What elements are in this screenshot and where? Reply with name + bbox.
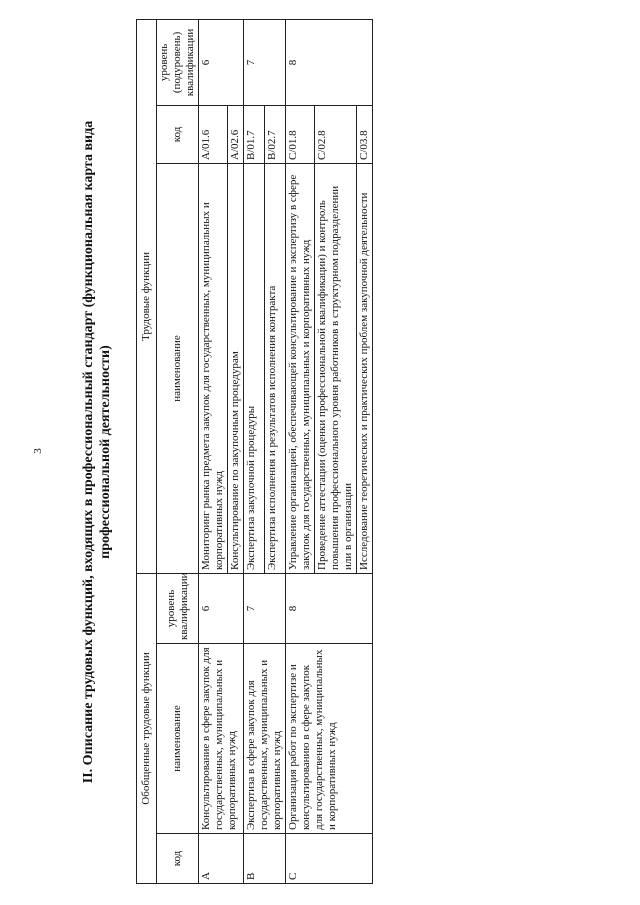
function-code: B/02.7 bbox=[265, 105, 286, 163]
function-code: C/01.8 bbox=[286, 105, 315, 163]
function-name: Мониторинг рынка предмета закупок для государственных, муниципальных и корпоративных нужд bbox=[199, 163, 228, 573]
group-level: 6 bbox=[199, 573, 244, 643]
function-level: 6 bbox=[199, 19, 244, 105]
heading-line-2: профессиональной деятельности) bbox=[98, 345, 113, 559]
function-code: C/02.8 bbox=[315, 105, 357, 163]
group-name: Экспертиза в сфере закупок для государственных, муниципальных и корпоративных нужд bbox=[244, 644, 286, 834]
generalized-functions-header: Обобщенные трудовые функции bbox=[137, 573, 157, 883]
functional-map-table bbox=[136, 19, 373, 884]
col-func-code-header: код bbox=[157, 105, 199, 163]
col-func-name-header: наименование bbox=[157, 163, 199, 573]
group-code: C bbox=[286, 834, 373, 884]
col-level-header: уровень квалификации bbox=[157, 573, 199, 643]
function-name: Экспертиза закупочной процедуры bbox=[244, 163, 265, 573]
group-code: A bbox=[199, 834, 244, 884]
function-name: Управление организацией, обеспечивающей консультирование и экспертизу в сфере закупок для государственных, муниципальных и корпоративных нужд bbox=[286, 163, 315, 573]
page-number: 3 bbox=[32, 448, 44, 454]
function-name: Исследование теоретических и практических проблем закупочной деятельности bbox=[357, 163, 373, 573]
group-code: B bbox=[244, 834, 286, 884]
rotated-page-content bbox=[40, 22, 600, 882]
table-row bbox=[244, 19, 265, 883]
group-name: Консультирование в сфере закупок для государственных, муниципальных и корпоративных нужд bbox=[199, 644, 244, 834]
table-row bbox=[199, 19, 228, 883]
section-heading bbox=[80, 22, 114, 882]
function-level: 7 bbox=[244, 19, 286, 105]
function-name: Экспертиза исполнения и результатов исполнения контракта bbox=[265, 163, 286, 573]
table-row bbox=[286, 19, 315, 883]
function-name: Проведение аттестации (оценки профессиональной квалификации) и контроль повышения профессионального уровня работников в структурном подразделении или в организации bbox=[315, 163, 357, 573]
function-code: C/03.8 bbox=[357, 105, 373, 163]
function-level: 8 bbox=[286, 19, 373, 105]
function-name: Консультирование по закупочным процедурам bbox=[228, 163, 244, 573]
labor-functions-header: Трудовые функции bbox=[137, 19, 157, 573]
col-name-header: наименование bbox=[157, 644, 199, 834]
function-code: A/01.6 bbox=[199, 105, 228, 163]
group-level: 7 bbox=[244, 573, 286, 643]
group-level: 8 bbox=[286, 573, 373, 643]
col-code-header: код bbox=[157, 834, 199, 884]
col-func-level-header: уровень (подуровень) квалификации bbox=[157, 19, 199, 105]
function-code: A/02.6 bbox=[228, 105, 244, 163]
heading-line-1: II. Описание трудовых функций, входящих в профессиональный стандарт (функциональная карта вида bbox=[81, 120, 96, 784]
function-code: B/01.7 bbox=[244, 105, 265, 163]
group-name: Организация работ по экспертизе и консультированию в сфере закупок для государственных, муниципальных и корпоративных нужд bbox=[286, 644, 373, 834]
